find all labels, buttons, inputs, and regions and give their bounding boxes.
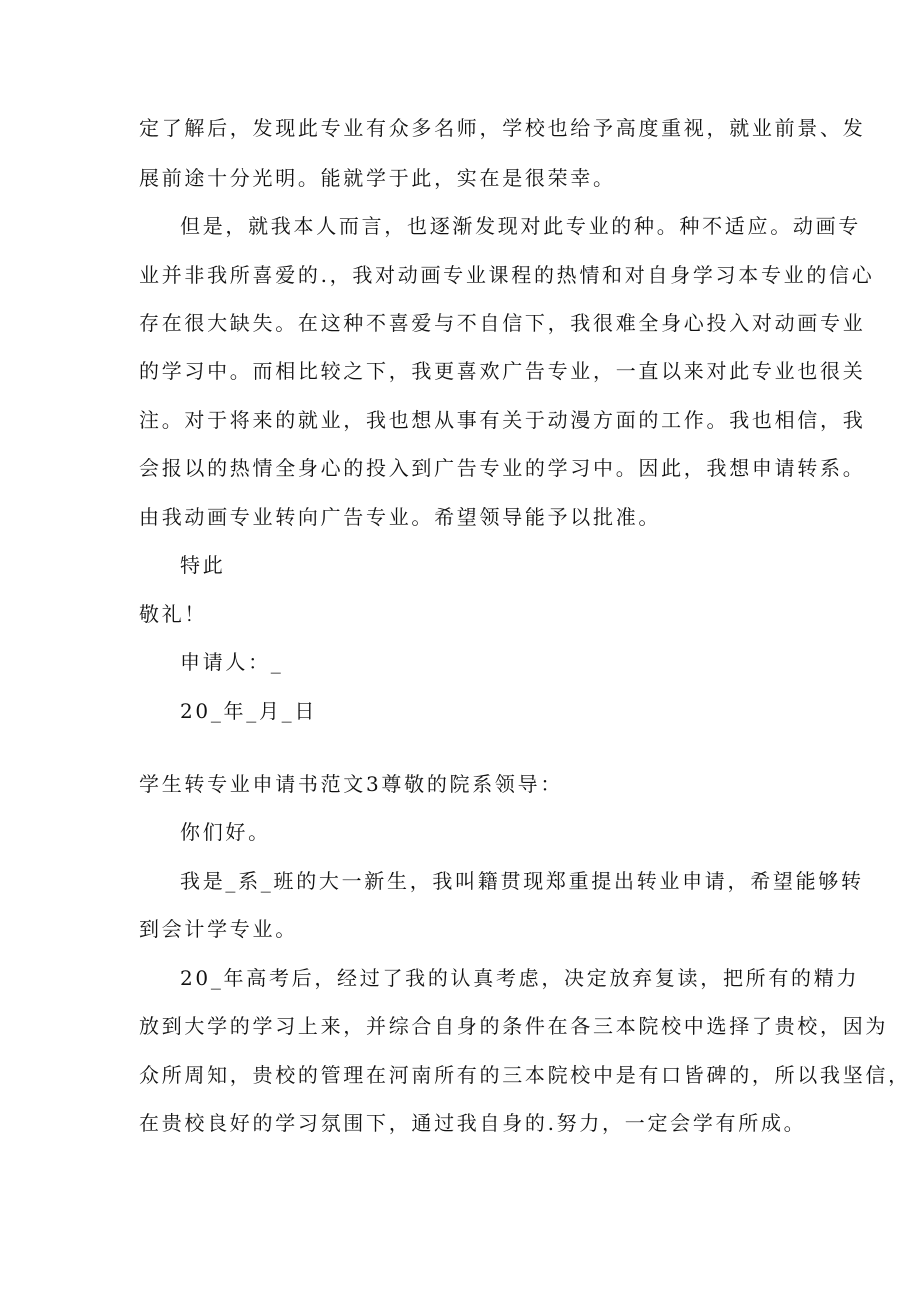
paragraph-line: 我是_系_班的大一新生，我叫籍贯现郑重提出转业申请，希望能够转 (180, 869, 864, 893)
greeting: 你们好。 (180, 820, 271, 844)
salutation: 敬礼！ (139, 602, 208, 626)
paragraph-line: 定了解后，发现此专业有众多名师，学校也给予高度重视，就业前景、发 (139, 116, 866, 140)
paragraph-line: 展前途十分光明。能就学于此，实在是很荣幸。 (139, 166, 616, 190)
paragraph-line: 会报以的热情全身心的投入到广告专业的学习中。因此，我想申请转系。 (139, 456, 866, 480)
paragraph-line: 在贵校良好的学习氛围下，通过我自身的.努力，一定会学有所成。 (139, 1111, 807, 1135)
paragraph-line: 20_年高考后，经过了我的认真考虑，决定放弃复读，把所有的精力 (180, 966, 860, 990)
paragraph-line: 注。对于将来的就业，我也想从事有关于动漫方面的工作。我也相信，我 (139, 408, 866, 432)
paragraph-line: 由我动画专业转向广告专业。希望领导能予以批准。 (139, 505, 662, 529)
paragraph-line: 众所周知，贵校的管理在河南所有的三本院校中是有口皆碑的，所以我坚信， (139, 1063, 911, 1087)
closing-phrase: 特此 (180, 553, 226, 577)
date-line: 20_年_月_日 (180, 699, 318, 723)
paragraph-line: 但是，就我本人而言，也逐渐发现对此专业的种。种不适应。动画专 (180, 214, 861, 238)
paragraph-line: 业并非我所喜爱的.，我对动画专业课程的热情和对自身学习本专业的信心 (139, 263, 875, 287)
paragraph-line: 到会计学专业。 (139, 917, 298, 941)
applicant-signature: 申请人：_ (180, 650, 284, 674)
paragraph-line: 的学习中。而相比较之下，我更喜欢广告专业，一直以来对此专业也很关 (139, 359, 866, 383)
section-heading: 学生转专业申请书范文3尊敬的院系领导： (139, 772, 564, 796)
paragraph-line: 放到大学的学习上来，并综合自身的条件在各三本院校中选择了贵校，因为 (139, 1014, 889, 1038)
paragraph-line: 存在很大缺失。在这种不喜爱与不自信下，我很难全身心投入对动画专业 (139, 311, 866, 335)
